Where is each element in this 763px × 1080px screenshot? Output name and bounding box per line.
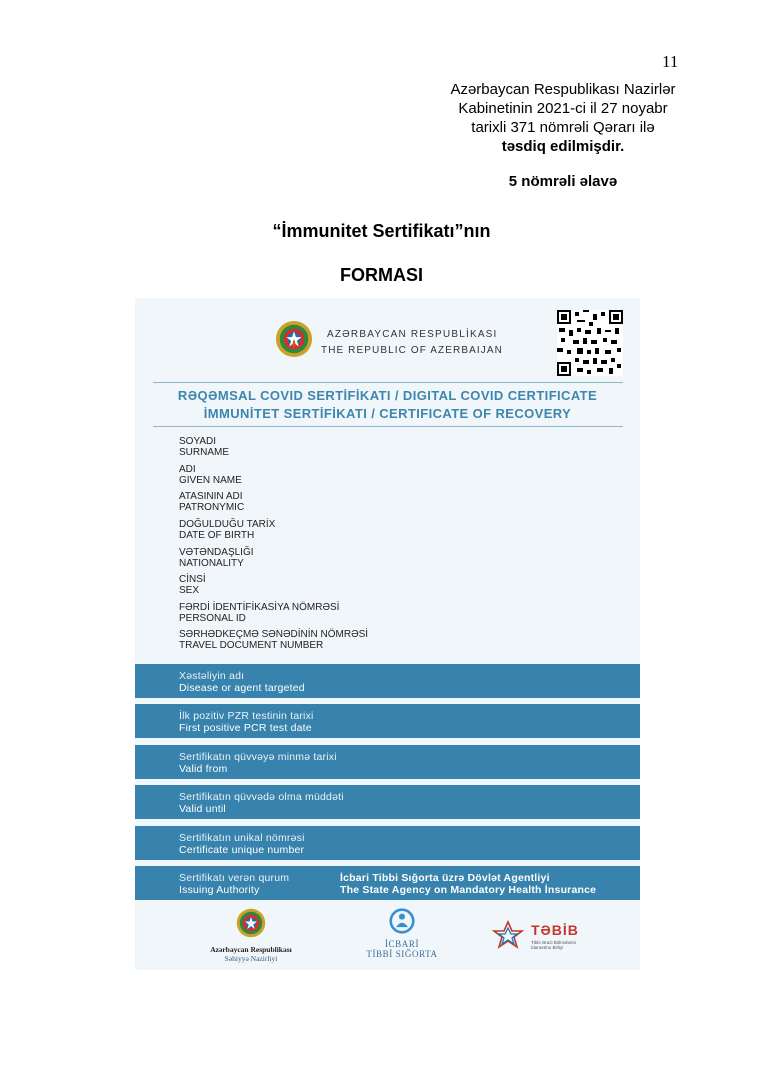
- certificate-title-line-2: İMMUNİTET SERTİFİKATI / CERTIFICATE OF RECOVERY: [203, 406, 572, 421]
- certificate-footer: [135, 904, 640, 970]
- qr-code-icon: [557, 310, 623, 376]
- title-rule-bottom: [153, 426, 623, 427]
- ministry-logo: [205, 908, 297, 963]
- band-label-az: Sertifikatın unikal nömrəsi: [179, 832, 305, 844]
- field-personal-id: [179, 602, 339, 624]
- band-issuing-authority: [135, 866, 640, 900]
- field-nationality: [179, 547, 254, 569]
- issuing-authority-value-az: İcbari Tibbi Sığorta üzrə Dövlət Agentliyi: [340, 872, 550, 884]
- field-label-az: VƏTƏNDAŞLIĞI: [179, 547, 254, 558]
- icbari-person-icon: [389, 908, 415, 934]
- field-sex: [179, 574, 206, 596]
- band-label-az: Xəstəliyin adı: [179, 670, 245, 682]
- band-label-en: Issuing Authority: [179, 884, 260, 896]
- field-label-en: NATIONALITY: [179, 558, 244, 569]
- band-label-az: Sertifikatı verən qurum: [179, 872, 290, 884]
- tabib-logo: [491, 920, 591, 960]
- tabib-name: TƏBİB: [531, 922, 579, 938]
- field-label-az: ADI: [179, 464, 196, 475]
- field-label-en: SURNAME: [179, 447, 230, 458]
- approval-line-2: Kabinetinin 2021-ci il 27 noyabr: [458, 100, 668, 117]
- field-label-az: CİNSİ: [179, 574, 206, 585]
- certificate-form: [135, 298, 640, 970]
- country-name-az: AZƏRBAYCAN RESPUBLİKASI: [327, 329, 498, 340]
- field-surname: [179, 436, 229, 458]
- field-label-en: PERSONAL ID: [179, 613, 246, 624]
- band-disease: [135, 664, 640, 698]
- band-label-en: Disease or agent targeted: [179, 682, 305, 694]
- approval-line-1: Azərbaycan Respublikası Nazirlər: [450, 81, 676, 98]
- ministry-name-line-2: Səhiyyə Nazirliyi: [224, 954, 278, 963]
- band-label-en: First positive PCR test date: [179, 722, 312, 734]
- country-name-en: THE REPUBLIC OF AZERBAIJAN: [321, 345, 503, 356]
- field-label-az: SOYADI: [179, 436, 217, 447]
- field-label-en: SEX: [179, 585, 200, 596]
- document-title-text: “İmmunitet Sertifikatı”nın: [272, 221, 491, 241]
- field-label-en: DATE OF BIRTH: [179, 530, 255, 541]
- band-valid-until: [135, 785, 640, 819]
- field-patronymic: [179, 491, 244, 513]
- annex-label: 5 nömrəli əlavə: [508, 173, 618, 190]
- field-label-en: PATRONYMIC: [179, 502, 245, 513]
- field-label-az: DOĞULDUĞU TARİX: [179, 519, 276, 530]
- approval-note: [400, 80, 726, 156]
- certificate-title-line-1: RƏQƏMSAL COVID SERTİFİKATI / DIGITAL COVID CERTIFICATE: [177, 388, 598, 403]
- field-travel-document-number: [179, 629, 368, 651]
- band-label-az: İlk pozitiv PZR testinin tarixi: [179, 710, 314, 722]
- icbari-name-line-1: İCBARİ: [384, 939, 420, 949]
- approval-line-4: təsdiq edilmişdir.: [501, 138, 625, 155]
- tabib-star-icon: [491, 920, 525, 954]
- approval-line-3: tarixli 371 nömrəli Qərarı ilə: [471, 119, 655, 136]
- field-label-az: SƏRHƏDKEÇMƏ SƏNƏDİNİN NÖMRƏSİ: [179, 629, 369, 640]
- field-label-en: GIVEN NAME: [179, 475, 242, 486]
- ministry-emblem-icon: [236, 908, 266, 938]
- field-label-az: ATASININ ADI: [179, 491, 243, 502]
- field-date-of-birth: [179, 519, 275, 541]
- band-certificate-number: [135, 826, 640, 860]
- icbari-name-line-2: TİBBİ SIĞORTA: [366, 949, 438, 959]
- field-given-name: [179, 464, 242, 486]
- band-label-en: Certificate unique number: [179, 844, 305, 856]
- issuing-authority-value-en: The State Agency on Mandatory Health İnsurance: [340, 884, 597, 896]
- band-first-positive-pcr: [135, 704, 640, 738]
- field-label-en: TRAVEL DOCUMENT NUMBER: [179, 640, 324, 651]
- tabib-subtitle: Tibbi Ərazi Bölmələrini İdarəetmə Birliyi: [531, 940, 576, 950]
- field-label-az: FƏRDİ İDENTİFİKASİYA NÖMRƏSİ: [179, 602, 340, 613]
- band-label-en: Valid until: [179, 803, 226, 815]
- band-label-en: Valid from: [179, 763, 228, 775]
- icbari-logo: [357, 908, 447, 959]
- document-title: [0, 221, 763, 242]
- azerbaijan-emblem-icon: [275, 320, 313, 358]
- band-label-az: Sertifikatın qüvvəyə minmə tarixi: [179, 751, 337, 763]
- title-rule-top: [153, 382, 623, 383]
- page-number: 11: [662, 52, 679, 71]
- document-subtitle: FORMASI: [340, 265, 423, 285]
- ministry-name-line-1: Azərbaycan Respublikası: [210, 945, 292, 954]
- band-valid-from: [135, 745, 640, 779]
- band-label-az: Sertifikatın qüvvədə olma müddəti: [179, 791, 344, 803]
- certificate-header: [135, 298, 640, 378]
